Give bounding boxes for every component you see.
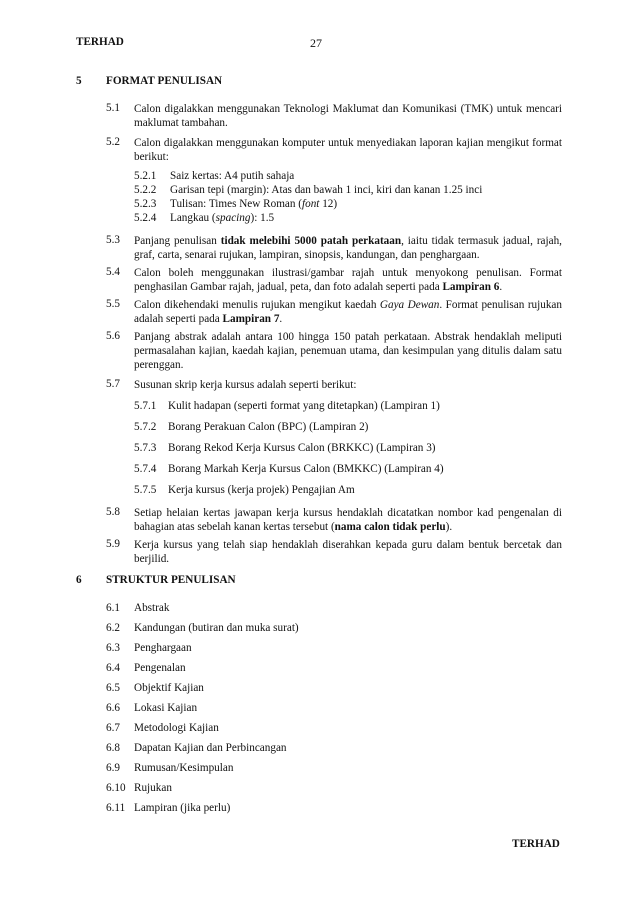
section-5-number: 5 xyxy=(76,75,82,87)
item-6-4-number: 6.4 xyxy=(106,662,120,674)
item-5-7-5-text: Kerja kursus (kerja projek) Pengajian Am xyxy=(168,484,355,496)
item-6-8-text: Dapatan Kajian dan Perbincangan xyxy=(134,742,287,754)
item-5-8-number: 5.8 xyxy=(106,506,120,518)
item-5-1-text: Calon digalakkan menggunakan Teknologi Maklumat dan Komunikasi (TMK) untuk mencari maklumat tambahan. xyxy=(134,103,562,129)
item-6-5-number: 6.5 xyxy=(106,682,120,694)
item-5-7-4-number: 5.7.4 xyxy=(134,463,157,475)
item-6-4-text: Pengenalan xyxy=(134,662,186,674)
item-5-7-3-text: Borang Rekod Kerja Kursus Calon (BRKKC) (Lampiran 3) xyxy=(168,442,436,454)
item-6-9-text: Rumusan/Kesimpulan xyxy=(134,762,234,774)
item-6-8-number: 6.8 xyxy=(106,742,120,754)
item-6-10-number: 6.10 xyxy=(106,782,126,794)
item-5-8-text: Setiap helaian kertas jawapan kerja kursus hendaklah dicatatkan nombor kad pengenalan di bahagian atas sebelah kanan kertas tersebut (nama calon tidak perlu). xyxy=(134,507,562,533)
item-5-6-text: Panjang abstrak adalah antara 100 hingga 150 patah perkataan. Abstrak hendaklah meliputi permasalahan kajian, kaedah kajian, penemuan utama, dan kesimpulan yang ditulis dalam satu perenggan. xyxy=(134,331,562,371)
item-5-7-4-text: Borang Markah Kerja Kursus Calon (BMKKC) (Lampiran 4) xyxy=(168,463,444,475)
item-5-3-text: Panjang penulisan tidak melebihi 5000 patah perkataan, iaitu tidak termasuk jadual, rajah, graf, carta, senarai rujukan, lampiran, sinopsis, kandungan, dan penghargaan. xyxy=(134,235,562,261)
item-6-1-number: 6.1 xyxy=(106,602,120,614)
item-6-3-text: Penghargaan xyxy=(134,642,192,654)
item-5-3-number: 5.3 xyxy=(106,234,120,246)
item-5-7-5-number: 5.7.5 xyxy=(134,484,157,496)
item-5-2-3-text: Tulisan: Times New Roman (font 12) xyxy=(170,198,338,210)
item-5-2-2-text: Garisan tepi (margin): Atas dan bawah 1 inci, kiri dan kanan 1.25 inci xyxy=(170,184,483,196)
item-6-1-text: Abstrak xyxy=(134,602,170,614)
section-5-title: FORMAT PENULISAN xyxy=(106,75,223,87)
item-6-2-number: 6.2 xyxy=(106,622,120,634)
item-5-2-text: Calon digalakkan menggunakan komputer untuk menyediakan laporan kajian mengikut format berikut: xyxy=(134,137,562,163)
item-5-7-2-number: 5.7.2 xyxy=(134,421,157,433)
item-5-2-2-number: 5.2.2 xyxy=(134,184,157,196)
item-6-11-text: Lampiran (jika perlu) xyxy=(134,802,231,814)
footer-right: TERHAD xyxy=(512,838,560,850)
item-5-2-3-number: 5.2.3 xyxy=(134,198,157,210)
item-5-1-number: 5.1 xyxy=(106,102,120,114)
section-6-number: 6 xyxy=(76,574,82,586)
item-5-7-1-text: Kulit hadapan (seperti format yang ditetapkan) (Lampiran 1) xyxy=(168,400,440,412)
item-5-9-text: Kerja kursus yang telah siap hendaklah diserahkan kepada guru dalam bentuk bercetak dan berjilid. xyxy=(134,539,562,565)
item-6-11-number: 6.11 xyxy=(106,802,126,814)
item-6-7-text: Metodologi Kajian xyxy=(134,722,219,734)
section-6-title: STRUKTUR PENULISAN xyxy=(106,574,236,586)
header-left: TERHAD xyxy=(76,36,124,48)
item-5-4-text: Calon boleh menggunakan ilustrasi/gambar rajah untuk menyokong penulisan. Format penghasilan Gambar rajah, jadual, peta, dan foto adalah seperti pada Lampiran 6. xyxy=(134,267,562,293)
item-5-6-number: 5.6 xyxy=(106,330,120,342)
item-5-2-number: 5.2 xyxy=(106,136,120,148)
item-6-2-text: Kandungan (butiran dan muka surat) xyxy=(134,622,299,634)
item-5-7-text: Susunan skrip kerja kursus adalah seperti berikut: xyxy=(134,379,357,391)
item-6-10-text: Rujukan xyxy=(134,782,172,794)
item-5-4-number: 5.4 xyxy=(106,266,120,278)
item-6-6-text: Lokasi Kajian xyxy=(134,702,198,714)
item-5-7-1-number: 5.7.1 xyxy=(134,400,157,412)
item-5-7-2-text: Borang Perakuan Calon (BPC) (Lampiran 2) xyxy=(168,421,369,433)
item-5-2-4-number: 5.2.4 xyxy=(134,212,157,224)
item-5-2-1-number: 5.2.1 xyxy=(134,170,157,182)
item-5-9-number: 5.9 xyxy=(106,538,120,550)
page-number: 27 xyxy=(310,36,322,50)
item-6-7-number: 6.7 xyxy=(106,722,120,734)
item-5-7-number: 5.7 xyxy=(106,378,120,390)
item-5-7-3-number: 5.7.3 xyxy=(134,442,157,454)
item-6-3-number: 6.3 xyxy=(106,642,120,654)
item-6-6-number: 6.6 xyxy=(106,702,120,714)
item-6-5-text: Objektif Kajian xyxy=(134,682,204,694)
item-5-2-4-text: Langkau (spacing): 1.5 xyxy=(170,212,275,224)
item-6-9-number: 6.9 xyxy=(106,762,120,774)
item-5-2-1-text: Saiz kertas: A4 putih sahaja xyxy=(170,170,295,182)
item-5-5-text: Calon dikehendaki menulis rujukan mengikut kaedah Gaya Dewan. Format penulisan rujukan adalah seperti pada Lampiran 7. xyxy=(134,299,562,325)
item-5-5-number: 5.5 xyxy=(106,298,120,310)
